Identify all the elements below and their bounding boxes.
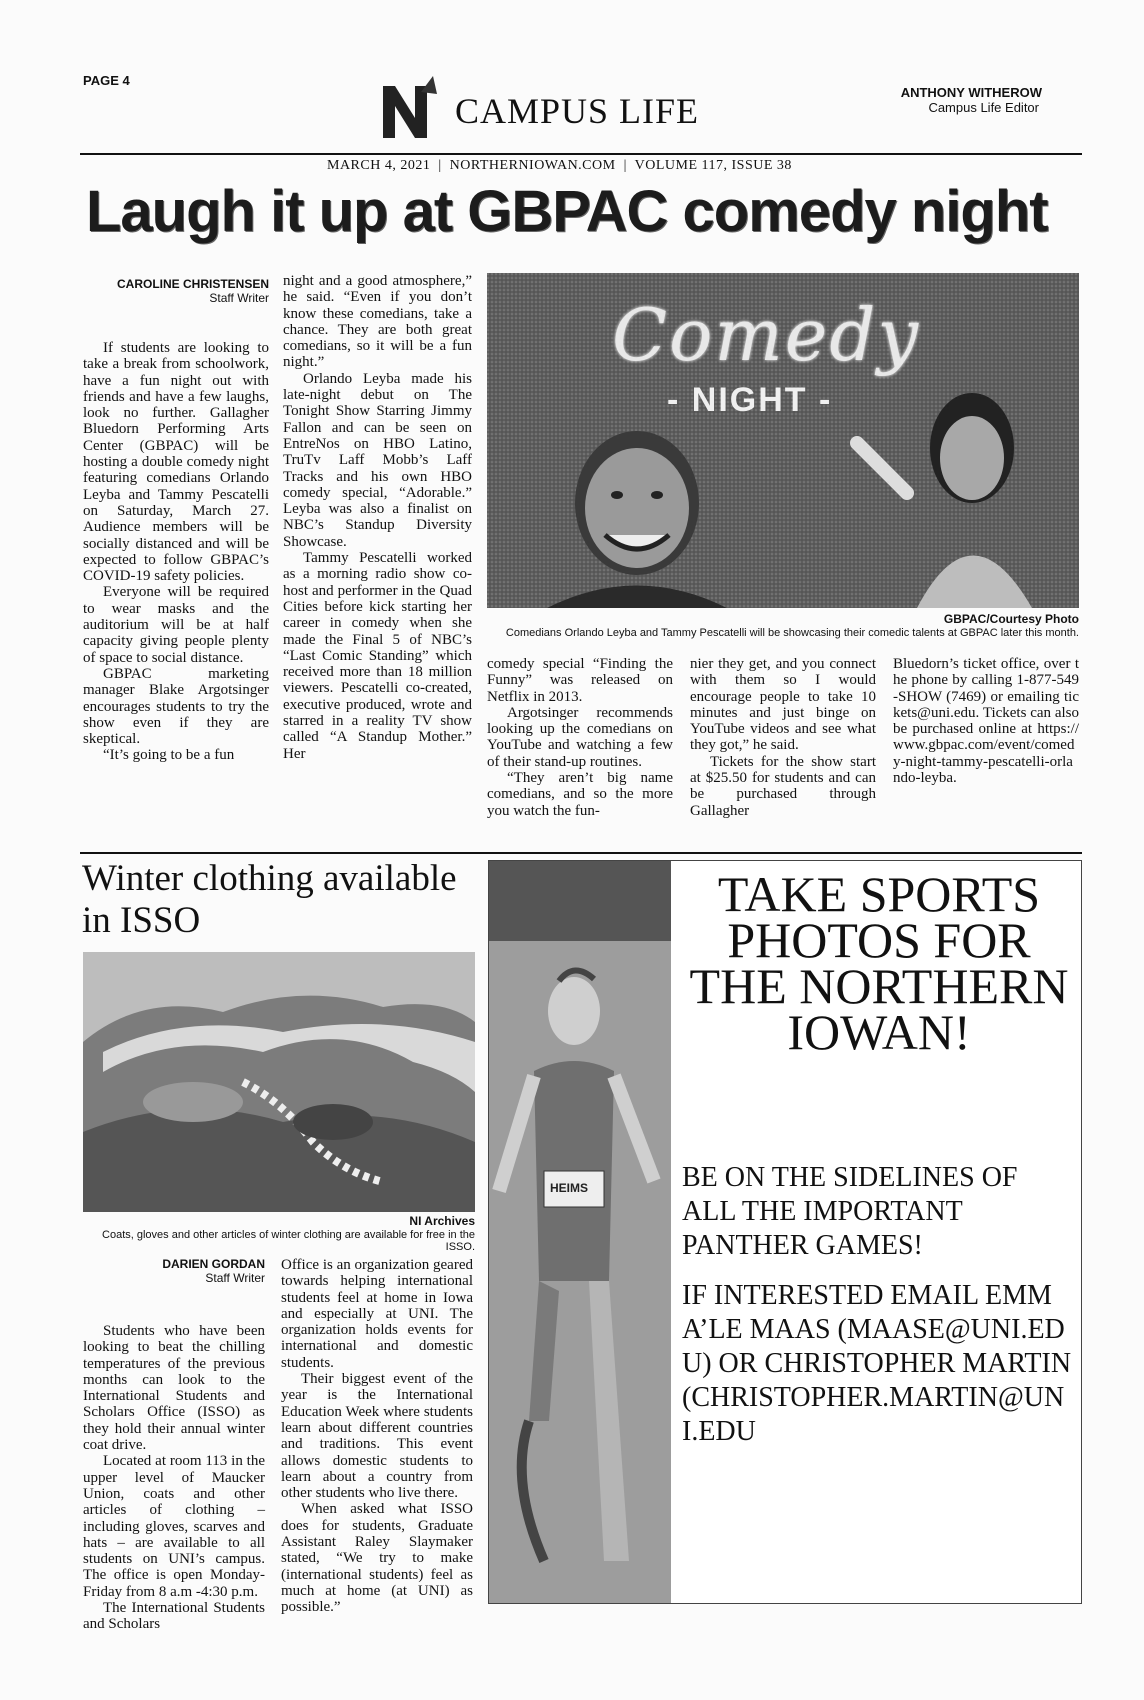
winter-byline	[83, 1257, 265, 1285]
sign-block-text: - NIGHT -	[667, 381, 833, 419]
paragraph: When asked what ISSO does for students, Graduate Assistant Raley Slaymaker stated, “We try to make (international students) feel as much at home (at UNI) as possible.”	[281, 1501, 473, 1616]
paragraph: “They aren’t big name comedians, and so the more you watch the fun-	[487, 770, 673, 819]
paragraph: comedy special “Finding the Funny” was released on Netflix in 2013.	[487, 656, 673, 705]
winter-headline: Winter clothing available in ISSO	[82, 858, 457, 941]
paragraph: GBPAC marketing manager Blake Argotsinger encourages students to try the show even if they are skeptical.	[83, 665, 269, 748]
comedy-photo-caption: Comedians Orlando Leyba and Tammy Pescatelli will be showcasing their comedic talents at GBPAC later this month.	[505, 627, 1079, 639]
paragraph: nier they get, and you connect with them so I would encourage people to take 10 minutes and just binge on YouTube videos and see what they got,” he said.	[690, 656, 876, 754]
comedy-headline: Laugh it up at GBPAC comedy night	[86, 179, 1048, 244]
ad-subtext-2: IF INTERESTED EMAIL EMMA’LE MAAS (MAASE@UNI.EDU) OR CHRISTOPHER MARTIN (CHRISTOPHER.MARTIN@UNI.EDU	[682, 1280, 1072, 1447]
winter-clothing-photo	[83, 952, 475, 1212]
paragraph: Everyone will be required to wear masks and the auditorium will be at half capacity giving people plenty of space to social distance.	[83, 584, 269, 666]
author-role: Staff Writer	[209, 291, 269, 305]
author-role: Staff Writer	[205, 1271, 265, 1285]
paragraph: Argotsinger recommends looking up the comedians on YouTube and watching a few of their stand-up routines.	[487, 704, 673, 770]
comedy-column-5	[893, 656, 1079, 786]
header-rule	[80, 153, 1082, 155]
author-name: DARIEN GORDAN	[162, 1257, 265, 1271]
runner-art	[489, 861, 671, 1603]
winter-column-2	[281, 1257, 473, 1616]
ad-subtext-1: BE ON THE SIDELINES OF ALL THE IMPORTANT PANTHER GAMES!	[682, 1162, 1018, 1261]
northern-iowan-logo-icon	[375, 72, 445, 142]
editor-title: Campus Life Editor	[928, 100, 1039, 115]
winter-photo-caption: Coats, gloves and other articles of winter clothing are available for free in the ISSO.	[102, 1229, 475, 1253]
page-number: PAGE 4	[83, 73, 130, 88]
runner-photo	[489, 861, 671, 1603]
section-title: CAMPUS LIFE	[455, 91, 700, 131]
paragraph: Students who have been looking to beat the chilling temperatures of the previous months can look to the International Students and Scholars Office (ISSO) as they hold their annual winter coat drive.	[83, 1323, 265, 1454]
editor-name: ANTHONY WITHEROW	[900, 85, 1042, 100]
sign-script-text: Comedy	[612, 293, 921, 377]
paragraph: “It’s going to be a fun	[103, 747, 235, 764]
comedy-byline	[83, 277, 269, 305]
comedy-column-2	[283, 273, 472, 762]
paragraph: Office is an organization geared towards helping international students feel at home in Iowa and especially at UNI. The organization holds events for international and domestic students.	[281, 1257, 473, 1371]
comedy-night-photo	[487, 273, 1079, 608]
clothing-pile-art	[83, 952, 475, 1212]
comedy-column-4	[690, 656, 876, 819]
section-divider	[80, 852, 1082, 854]
runner-bib: HEIMS	[550, 1181, 589, 1195]
paragraph: Orlando Leyba made his late-night debut on The Tonight Show Starring Jimmy Fallon and can be seen on EntreNos on HBO Latino, TruTv Laff Mobb’s Laff Tracks and his own HBO comedy special, “Adorable.” Leyba was also a finalist on NBC’s Standup Diversity Showcase.	[283, 370, 472, 550]
winter-column-1	[83, 1323, 265, 1633]
paragraph: Located at room 113 in the upper level of Maucker Union, coats and other articles of clothing – including gloves, scarves and hats – are available to all students on UNI’s campus. The office is open Monday-Friday from 8 a.m -4:30 p.m.	[83, 1453, 265, 1600]
paragraph: If students are looking to take a break from schoolwork, have a fun night out with friends and have a few laughs, look no further. Gallagher Bluedorn Performing Arts Center (GBPAC) will be hosting a double comedy night featuring comedians Orlando Leyba and Tammy Pescatelli on Saturday, March 27. Audience members will be socially distanced and will be expected to follow GBPAC’s COVID-19 safety policies.	[83, 340, 269, 585]
paragraph: night and a good atmosphere,” he said. “Even if you don’t know these comedians, take a chance. They are both great comedians, so it will be a fun night.”	[283, 273, 472, 371]
paragraph: The International Students and Scholars	[83, 1600, 265, 1633]
author-name: CAROLINE CHRISTENSEN	[116, 277, 269, 291]
comedy-column-1	[83, 340, 269, 764]
paragraph: Their biggest event of the year is the International Education Week where students learn about different countries and traditions. This event allows domestic students to learn about a country from other students who live there.	[281, 1371, 473, 1502]
paragraph: Bluedorn’s ticket office, over the phone by calling 1-877-549-SHOW (7469) or emailing tickets@uni.edu. Tickets can also be purchased online at https://www.gbpac.com/event/comedy-night-tammy-pescatelli-orlando-leyba.	[893, 656, 1079, 787]
sports-photos-ad	[488, 860, 1082, 1604]
comedy-photo-credit: GBPAC/Courtesy Photo	[943, 612, 1079, 626]
ad-headline: TAKE SPORTS PHOTOS FOR THE NORTHERN IOWAN!	[689, 866, 1069, 1060]
dateline: MARCH 4, 2021 | NORTHERNIOWAN.COM | VOLUME 117, ISSUE 38	[327, 158, 792, 173]
paragraph: Tammy Pescatelli worked as a morning radio show co-host and performer in the Quad Cities before kick starting her career in comedy when she made the Final 5 of NBC’s “Last Comic Standing” which received more than 18 million viewers. Pescatelli co-created, executive produced, wrote and starred in a reality TV show called “A Standup Mother.” Her	[283, 550, 472, 762]
comedy-column-3	[487, 656, 673, 819]
paragraph: Tickets for the show start at $25.50 for students and can be purchased through Gallagher	[690, 753, 876, 819]
winter-photo-credit: NI Archives	[409, 1214, 475, 1228]
